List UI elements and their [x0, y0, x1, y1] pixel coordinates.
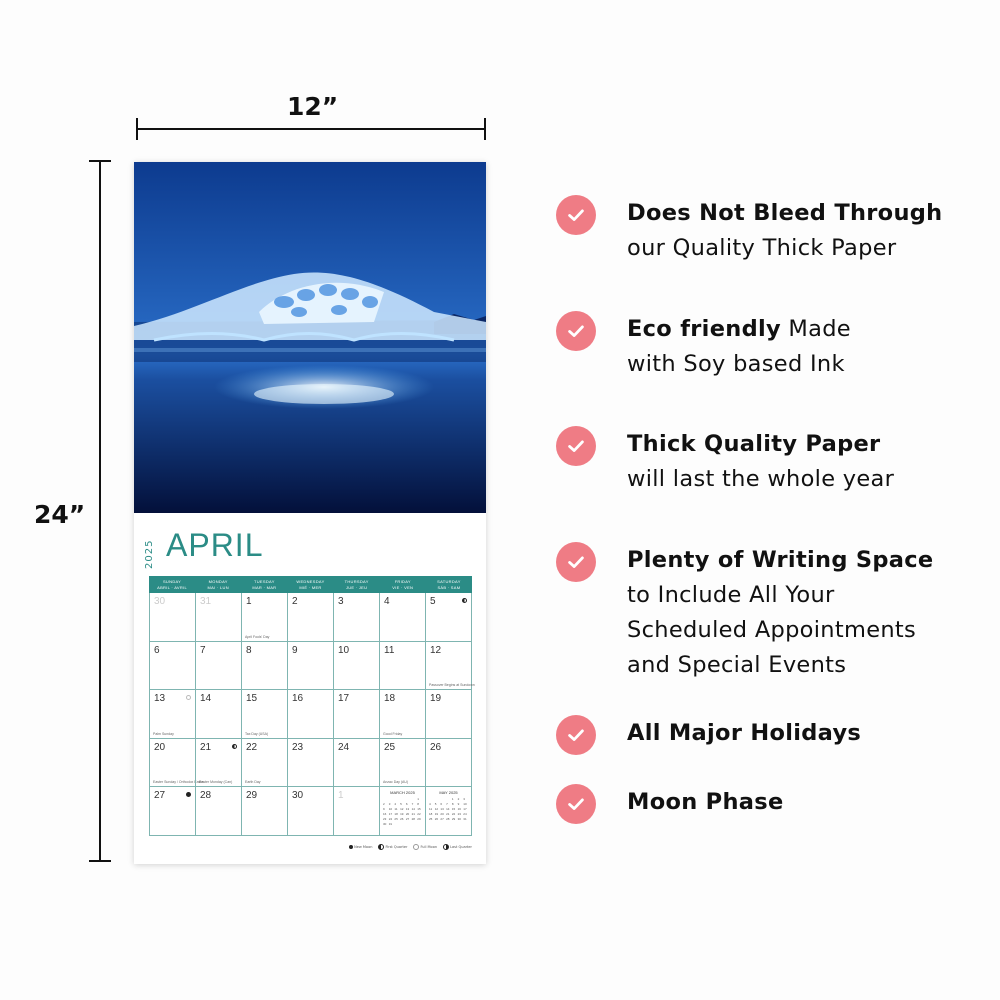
mini-day: 7 — [446, 802, 448, 807]
feature-title: Plenty of Writing Space — [627, 547, 934, 573]
mini-day: 15 — [417, 807, 421, 812]
day-cell — [149, 739, 205, 788]
mini-day: 27 — [405, 817, 410, 822]
day-cell — [195, 739, 241, 788]
legend-first-quarter: First Quarter — [378, 844, 407, 850]
holiday-note: Earth Day — [245, 780, 261, 785]
feature-description-line: Scheduled Appointments — [627, 617, 917, 643]
weekday-name: SUNDAY — [162, 579, 182, 584]
mini-day — [412, 797, 417, 801]
mini-day — [394, 797, 399, 801]
mini-day: 20 — [440, 812, 444, 817]
mini-day — [435, 797, 440, 801]
calendar-week — [149, 642, 475, 691]
day-number: 23 — [292, 741, 304, 753]
mini-day: 2 — [457, 797, 460, 802]
weekday-subtitle: VIE · VEN — [392, 585, 414, 590]
calendar-week — [149, 690, 472, 739]
day-number: 12 — [430, 644, 442, 656]
day-cell — [379, 642, 425, 691]
width-tick-left — [136, 118, 138, 140]
calendar-week — [149, 593, 472, 642]
mini-day: 22 — [417, 812, 421, 817]
day-cell — [149, 593, 195, 642]
day-number: 28 — [200, 790, 212, 802]
day-number: 4 — [384, 596, 390, 607]
day-cell — [333, 739, 379, 788]
weekday-name: MONDAY — [208, 579, 228, 584]
day-cell — [333, 787, 379, 836]
day-number: 27 — [154, 790, 166, 802]
day-cell — [425, 593, 472, 642]
mini-day: 28 — [446, 817, 450, 822]
day-cell — [195, 787, 241, 836]
weekday-subtitle: MAR · MAR — [252, 585, 277, 590]
mini-day: 13 — [405, 807, 410, 812]
mini-day: 1 — [417, 797, 419, 802]
feature-description-line: and Special Events — [627, 652, 847, 678]
mini-day: 18 — [429, 812, 433, 817]
height-tick-top — [89, 160, 111, 162]
feature-title: Eco friendly — [627, 316, 781, 342]
day-number: 19 — [430, 693, 442, 705]
day-cell — [195, 593, 241, 642]
feature-text — [627, 716, 861, 751]
feature-title-line — [627, 312, 851, 347]
day-cell — [425, 690, 472, 739]
mini-day: 3 — [388, 802, 391, 807]
day-cell — [241, 642, 287, 691]
day-number: 29 — [246, 790, 258, 802]
mini-day: 14 — [446, 807, 450, 812]
moon-new-icon — [186, 792, 191, 797]
mini-calendar — [383, 790, 422, 826]
mini-day: 24 — [463, 812, 467, 817]
mini-day: 16 — [457, 807, 461, 812]
mini-day: 11 — [429, 807, 433, 812]
mini-day: 26 — [434, 817, 439, 822]
mini-calendar-title: MARCH 2025 — [390, 790, 415, 796]
holiday-note: Palm Sunday — [153, 731, 174, 736]
day-cell — [149, 642, 195, 691]
day-cell — [195, 642, 241, 691]
weekday-wednesday — [287, 576, 333, 593]
calendar-year: 2025 — [144, 539, 155, 569]
day-number: 25 — [384, 741, 396, 753]
day-number: 31 — [200, 596, 212, 607]
feature-title: Moon Phase — [627, 789, 784, 815]
day-number: 21 — [200, 741, 212, 753]
weekday-name: FRIDAY — [394, 579, 411, 584]
day-number: 10 — [338, 644, 350, 656]
mini-day: 10 — [463, 802, 467, 807]
mini-day: 29 — [451, 817, 456, 822]
weekday-sunday — [149, 576, 195, 593]
feature-title: Thick Quality Paper — [627, 431, 881, 457]
day-number: 11 — [384, 644, 395, 656]
day-cell — [425, 739, 472, 788]
mini-day: 11 — [394, 807, 398, 812]
day-cell — [287, 787, 333, 836]
day-number: 30 — [154, 596, 166, 607]
mini-day: 31 — [388, 822, 393, 827]
day-number: 2 — [292, 596, 298, 607]
mini-day: 1 — [451, 797, 454, 802]
day-cell — [287, 739, 333, 788]
mini-day: 21 — [411, 812, 415, 817]
mini-day: 18 — [394, 812, 398, 817]
mini-day: 26 — [400, 817, 404, 822]
day-cell — [241, 739, 287, 788]
feature-text — [627, 785, 784, 820]
mini-day: 25 — [429, 817, 433, 822]
weekday-name: WEDNESDAY — [296, 579, 325, 584]
mini-day — [429, 797, 434, 801]
mini-day: 20 — [405, 812, 410, 817]
day-number: 1 — [338, 790, 344, 802]
day-cell — [195, 690, 241, 739]
day-number: 18 — [384, 693, 396, 705]
feature-description-line: our Quality Thick Paper — [627, 235, 897, 261]
mini-day: 19 — [400, 812, 404, 817]
mini-day: 25 — [394, 817, 398, 822]
day-number: 15 — [246, 693, 258, 705]
feature-text — [627, 427, 894, 497]
day-cell — [287, 593, 333, 642]
width-label: 12” — [287, 92, 339, 121]
day-number: 22 — [246, 741, 258, 753]
day-cell — [241, 690, 287, 739]
feature-title-line — [627, 543, 933, 578]
width-tick-right — [484, 118, 486, 140]
holiday-note: Anzac Day (AU) — [383, 780, 409, 785]
day-number: 26 — [430, 741, 442, 753]
mini-day: 9 — [383, 807, 385, 812]
day-cell — [379, 593, 425, 642]
check-icon — [556, 195, 596, 235]
mini-day: 30 — [457, 817, 461, 822]
day-number: 6 — [154, 644, 160, 656]
mini-day: 5 — [400, 802, 402, 807]
day-number: 5 — [430, 596, 436, 607]
calendar-grid — [149, 576, 475, 836]
weekday-tuesday — [241, 576, 287, 593]
day-number: 20 — [154, 741, 166, 753]
mini-day: 3 — [463, 797, 465, 802]
day-cell — [149, 690, 195, 739]
holiday-note: April Fools' Day — [245, 634, 270, 639]
calendar-month: APRIL — [166, 527, 264, 563]
moon-half-icon — [462, 598, 467, 603]
day-number: 9 — [292, 644, 298, 656]
day-number: 1 — [246, 596, 252, 607]
day-number: 17 — [338, 693, 350, 705]
mini-day: 27 — [440, 817, 444, 822]
check-icon — [556, 784, 596, 824]
mini-day: 8 — [451, 802, 454, 807]
mini-day: 22 — [451, 812, 456, 817]
feature-title: All Major Holidays — [627, 720, 862, 746]
weekday-thursday — [334, 576, 380, 593]
feature-title-line — [627, 716, 861, 751]
bridge-photo — [134, 162, 486, 513]
mini-day: 5 — [434, 802, 437, 807]
wall-calendar — [134, 162, 486, 864]
legend-new-moon: New Moon — [349, 844, 372, 850]
mini-day: 7 — [411, 802, 414, 807]
mini-day — [400, 797, 405, 801]
mini-day — [383, 797, 388, 801]
holiday-note: Easter Sunday / Orthodox Easter — [153, 780, 205, 785]
day-cell — [333, 690, 379, 739]
mini-day: 8 — [417, 802, 419, 807]
mini-day: 23 — [383, 817, 387, 822]
mini-day: 17 — [388, 812, 393, 817]
width-dimension-line — [137, 128, 485, 130]
weekday-subtitle: MIÉ · MER — [299, 585, 322, 590]
mini-day: 4 — [429, 802, 431, 807]
calendar-week — [149, 739, 472, 788]
mini-day: 13 — [440, 807, 444, 812]
mini-day: 17 — [463, 807, 467, 812]
mini-day: 14 — [411, 807, 415, 812]
feature-description-line: will last the whole year — [627, 466, 895, 492]
mini-day — [389, 797, 394, 801]
mini-day — [446, 797, 451, 801]
feature-title-rest: Made — [780, 316, 851, 342]
day-cell — [333, 642, 379, 691]
mini-day: 21 — [446, 812, 450, 817]
check-icon — [556, 311, 596, 351]
weekday-monday — [195, 576, 241, 593]
mini-day: 31 — [463, 817, 467, 822]
feature-text — [627, 543, 933, 683]
day-number: 8 — [246, 644, 252, 656]
day-number: 16 — [292, 693, 304, 705]
mini-day: 12 — [400, 807, 404, 812]
day-cell — [241, 787, 287, 836]
mini-calendar-title: MAY 2025 — [439, 790, 458, 796]
calendar-week — [149, 787, 472, 836]
weekday-subtitle: MAI · LUN — [207, 585, 229, 590]
check-icon — [556, 715, 596, 755]
day-number: 3 — [338, 596, 344, 607]
weekday-friday — [380, 576, 426, 593]
mini-day: 15 — [451, 807, 456, 812]
check-icon — [556, 542, 596, 582]
mini-day: 16 — [383, 812, 387, 817]
feature-title-line — [627, 785, 784, 820]
day-cell — [149, 787, 195, 836]
mini-day: 12 — [434, 807, 439, 812]
mini-day — [406, 797, 411, 801]
mini-day: 19 — [434, 812, 439, 817]
mini-day: 24 — [388, 817, 393, 822]
mini-day: 30 — [383, 822, 387, 827]
day-cell — [425, 787, 472, 836]
feature-text — [627, 312, 851, 382]
moon-legend — [349, 844, 472, 850]
day-cell — [287, 690, 333, 739]
day-number: 14 — [200, 693, 212, 705]
weekday-saturday — [426, 576, 472, 593]
moon-half-icon — [232, 744, 237, 749]
day-number: 24 — [338, 741, 350, 753]
day-cell — [425, 642, 475, 691]
weekday-subtitle: SÁB · SAM — [437, 585, 461, 590]
mini-day: 23 — [457, 812, 461, 817]
mini-day: 10 — [388, 807, 393, 812]
holiday-note: Good Friday — [383, 731, 403, 736]
mini-day: 4 — [394, 802, 397, 807]
holiday-note: Easter Monday (Can) — [199, 780, 233, 785]
mini-day: 6 — [405, 802, 408, 807]
feature-description-line: to Include All Your — [627, 582, 835, 608]
moon-full-icon — [186, 695, 191, 700]
weekday-name: TUESDAY — [254, 579, 275, 584]
day-number: 13 — [154, 693, 166, 705]
day-cell — [287, 642, 333, 691]
weekday-name: SATURDAY — [437, 579, 461, 584]
mini-day: 6 — [440, 802, 443, 807]
holiday-note: Tax Day (USA) — [245, 731, 269, 736]
mini-day: 28 — [411, 817, 415, 822]
mini-day: 2 — [383, 802, 385, 807]
holiday-note: Passover Begins at Sundown — [429, 683, 475, 688]
day-cell — [241, 593, 287, 642]
day-cell — [333, 593, 379, 642]
feature-description-line: with Soy based Ink — [627, 351, 845, 377]
day-cell — [379, 787, 425, 836]
height-tick-bottom — [89, 860, 111, 862]
day-cell — [379, 739, 425, 788]
weekday-name: THURSDAY — [344, 579, 369, 584]
mini-day: 9 — [457, 802, 460, 807]
mini-calendar — [429, 790, 468, 821]
day-number: 30 — [292, 790, 304, 802]
feature-title: Does Not Bleed Through — [627, 200, 943, 226]
legend-last-quarter: Last Quarter — [443, 844, 472, 850]
mini-day: 29 — [417, 817, 421, 822]
feature-title-line — [627, 427, 894, 462]
check-icon — [556, 426, 596, 466]
weekday-subtitle: JUE · JEU — [345, 585, 368, 590]
weekday-header — [149, 576, 472, 593]
day-number: 7 — [200, 644, 206, 656]
legend-full-moon: Full Moon — [413, 844, 437, 850]
mini-day — [440, 797, 445, 801]
weekday-subtitle: ABRIL · AVRIL — [157, 585, 188, 590]
height-dimension-line — [99, 161, 101, 861]
day-cell — [379, 690, 425, 739]
height-label: 24” — [34, 500, 86, 529]
feature-text — [627, 196, 942, 266]
feature-title-line — [627, 196, 942, 231]
